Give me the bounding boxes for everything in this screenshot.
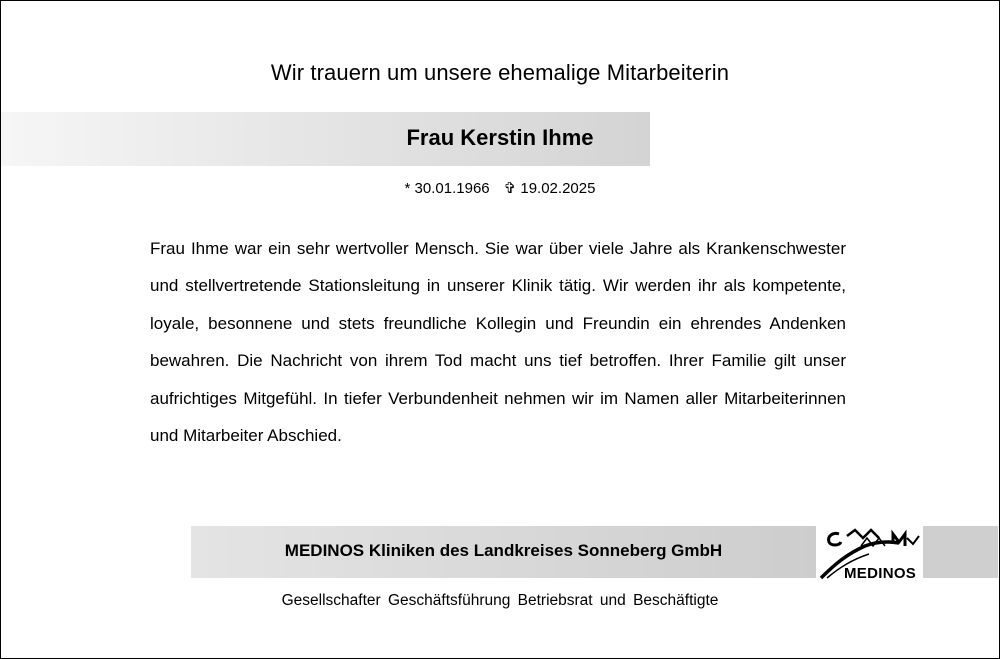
- signatories: Gesellschafter Geschäftsführung Betriebsrat und Beschäftigte: [281, 592, 719, 609]
- tribute-text: Frau Ihme war ein sehr wertvoller Mensch. Sie war über viele Jahre als Krankenschwester und stellvertretende Stationsleitung in unserer Klinik tätig. Wir werden ihr als kompetente, loyale, besonnene und stets freundliche Kollegin und Freundin ein ehrendes Andenken bewahren. Die Nachricht von ihrem Tod macht uns tief betroffen. Ihrer Familie gilt unser aufrichtiges Mitgefühl. In tiefer Verbundenheit nehmen wir im Namen aller Mitarbeiterinnen und Mitarbeiter Abschied.: [150, 239, 846, 446]
- death-date: ✞ 19.02.2025: [503, 180, 596, 197]
- company-name: MEDINOS Kliniken des Landkreises Sonneberg GmbH: [284, 541, 723, 560]
- medinos-logo: [817, 524, 923, 582]
- life-dates: [0, 179, 1000, 197]
- company-band-end: [922, 526, 998, 578]
- deceased-name: Frau Kerstin Ihme: [406, 125, 594, 150]
- logo-wordmark: MEDINOS: [844, 565, 917, 582]
- birth-date: * 30.01.1966: [404, 180, 490, 197]
- notice-heading: Wir trauern um unsere ehemalige Mitarbeiterin: [270, 60, 730, 85]
